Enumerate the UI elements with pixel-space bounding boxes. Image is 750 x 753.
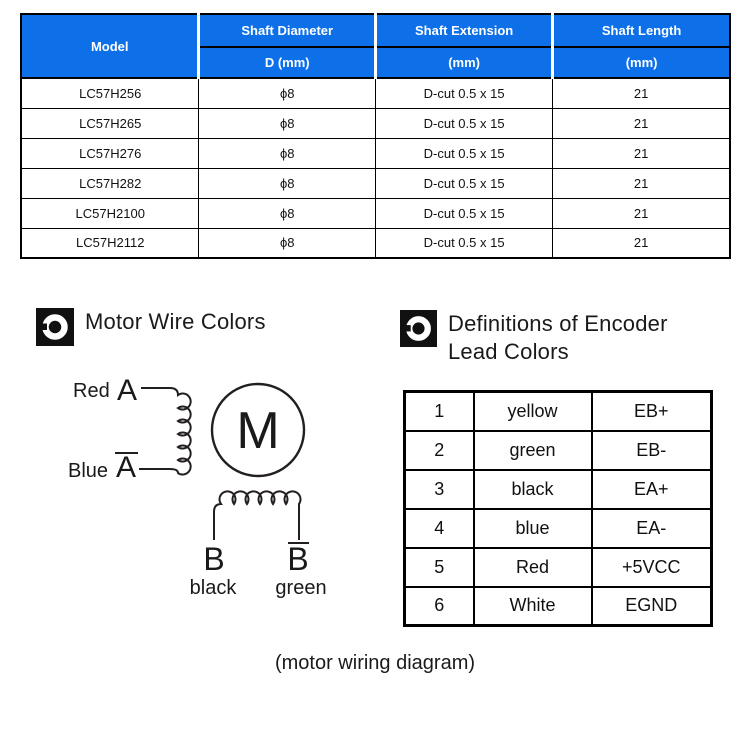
signal-cell: EA- bbox=[592, 509, 712, 548]
wire-color-red-label: Red bbox=[73, 380, 110, 402]
table-row bbox=[405, 431, 712, 470]
diameter-cell: ϕ8 bbox=[199, 138, 376, 168]
motor-wire-colors-heading bbox=[36, 308, 266, 352]
diagram-caption: (motor wiring diagram) bbox=[274, 652, 476, 674]
table-row bbox=[21, 168, 730, 198]
phase-b-bar-label: B bbox=[287, 541, 309, 577]
spec-header-shaft-extension: Shaft Extension bbox=[375, 14, 552, 47]
diameter-cell: ϕ8 bbox=[199, 228, 376, 258]
table-row bbox=[405, 548, 712, 587]
phase-a-bar-label: A bbox=[116, 451, 137, 484]
lead-color-cell: green bbox=[474, 431, 592, 470]
motor-symbol: M bbox=[236, 402, 280, 460]
model-cell: LC57H265 bbox=[21, 108, 199, 138]
model-cell: LC57H276 bbox=[21, 138, 199, 168]
motor-wiring-diagram-svg bbox=[40, 372, 380, 622]
pin-cell: 2 bbox=[405, 431, 474, 470]
lead-color-cell: White bbox=[474, 587, 592, 626]
encoder-lead-table-container bbox=[403, 390, 713, 627]
model-cell: LC57H256 bbox=[21, 78, 199, 108]
table-row bbox=[21, 108, 730, 138]
pin-cell: 6 bbox=[405, 587, 474, 626]
lead-color-cell: Red bbox=[474, 548, 592, 587]
extension-cell: D-cut 0.5 x 15 bbox=[375, 168, 552, 198]
length-cell: 21 bbox=[553, 198, 730, 228]
table-row bbox=[405, 470, 712, 509]
signal-cell: EA+ bbox=[592, 470, 712, 509]
wire-color-blue-label: Blue bbox=[68, 460, 109, 482]
table-row bbox=[405, 587, 712, 626]
lead-color-cell: black bbox=[474, 470, 592, 509]
pin-cell: 3 bbox=[405, 470, 474, 509]
length-cell: 21 bbox=[553, 228, 730, 258]
extension-cell: D-cut 0.5 x 15 bbox=[375, 198, 552, 228]
spec-header-length-unit: (mm) bbox=[553, 47, 730, 78]
diameter-cell: ϕ8 bbox=[199, 168, 376, 198]
encoder-lead-colors-heading bbox=[400, 310, 668, 366]
phase-b-coil bbox=[214, 491, 301, 540]
spec-header-row-1 bbox=[21, 14, 730, 47]
spec-header-extension-unit: (mm) bbox=[375, 47, 552, 78]
signal-cell: EB+ bbox=[592, 392, 712, 431]
model-cell: LC57H2100 bbox=[21, 198, 199, 228]
section-title: Motor Wire Colors bbox=[85, 309, 266, 334]
signal-cell: EB- bbox=[592, 431, 712, 470]
spec-header-shaft-length: Shaft Length bbox=[553, 14, 730, 47]
table-row bbox=[21, 138, 730, 168]
shaft-spec-table bbox=[20, 13, 731, 259]
phase-a-label: A bbox=[117, 374, 138, 407]
spec-header-shaft-diameter: Shaft Diameter bbox=[199, 14, 376, 47]
rotation-target-icon bbox=[36, 308, 74, 352]
section-title-line2: Lead Colors bbox=[448, 339, 569, 364]
phase-a-coil bbox=[139, 388, 191, 475]
table-row bbox=[21, 228, 730, 258]
rotation-target-icon bbox=[400, 310, 437, 353]
length-cell: 21 bbox=[553, 138, 730, 168]
model-cell: LC57H2112 bbox=[21, 228, 199, 258]
table-row bbox=[21, 78, 730, 108]
wire-color-black-label: black bbox=[189, 577, 237, 599]
phase-b-label: B bbox=[203, 541, 225, 577]
length-cell: 21 bbox=[553, 168, 730, 198]
lead-color-cell: blue bbox=[474, 509, 592, 548]
signal-cell: +5VCC bbox=[592, 548, 712, 587]
pin-cell: 1 bbox=[405, 392, 474, 431]
section-title-line1: Definitions of Encoder bbox=[448, 311, 668, 336]
length-cell: 21 bbox=[553, 78, 730, 108]
diameter-cell: ϕ8 bbox=[199, 198, 376, 228]
table-row bbox=[21, 198, 730, 228]
table-row bbox=[405, 509, 712, 548]
diameter-cell: ϕ8 bbox=[199, 78, 376, 108]
extension-cell: D-cut 0.5 x 15 bbox=[375, 138, 552, 168]
encoder-lead-table bbox=[403, 390, 713, 627]
spec-header-model: Model bbox=[21, 14, 199, 78]
signal-cell: EGND bbox=[592, 587, 712, 626]
extension-cell: D-cut 0.5 x 15 bbox=[375, 78, 552, 108]
table-row bbox=[405, 392, 712, 431]
extension-cell: D-cut 0.5 x 15 bbox=[375, 108, 552, 138]
length-cell: 21 bbox=[553, 108, 730, 138]
pin-cell: 5 bbox=[405, 548, 474, 587]
diameter-cell: ϕ8 bbox=[199, 108, 376, 138]
wire-color-green-label: green bbox=[275, 577, 327, 599]
motor-wiring-diagram bbox=[40, 372, 380, 627]
lead-color-cell: yellow bbox=[474, 392, 592, 431]
shaft-spec-table-container bbox=[20, 13, 731, 259]
section-title bbox=[448, 310, 668, 366]
model-cell: LC57H282 bbox=[21, 168, 199, 198]
pin-cell: 4 bbox=[405, 509, 474, 548]
spec-header-diameter-unit: D (mm) bbox=[199, 47, 376, 78]
extension-cell: D-cut 0.5 x 15 bbox=[375, 228, 552, 258]
